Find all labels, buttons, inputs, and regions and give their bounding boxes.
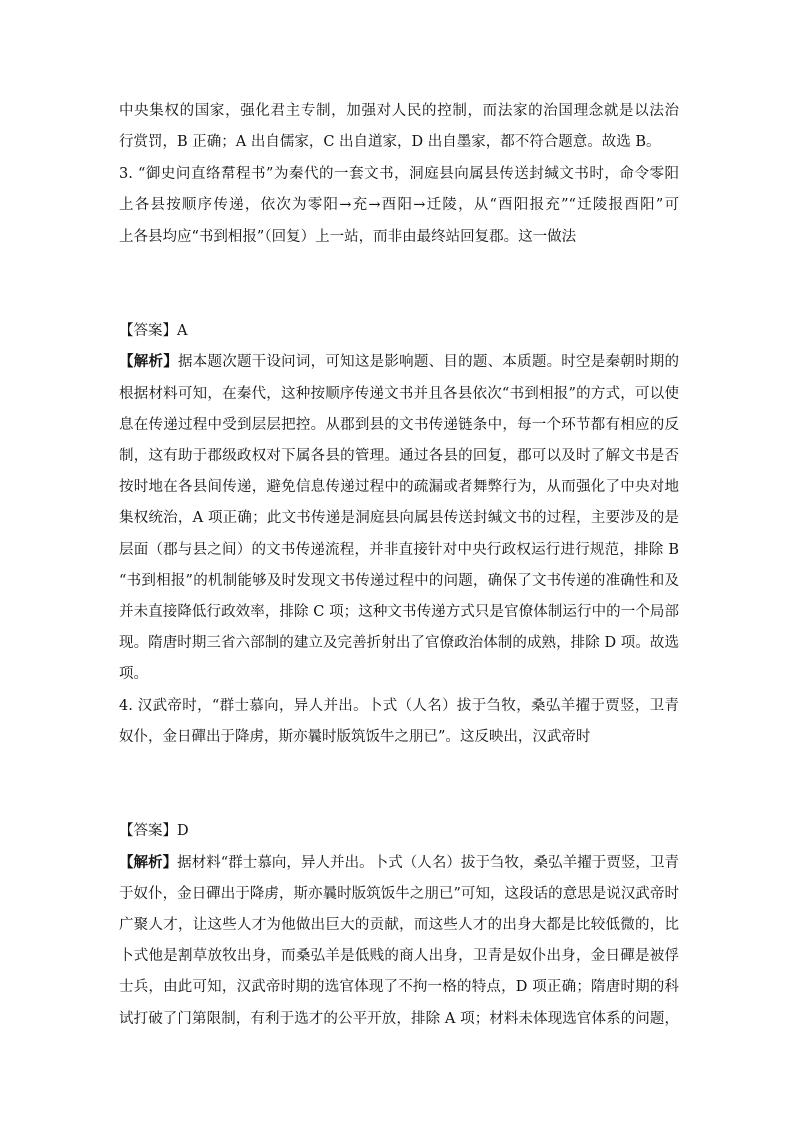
question-3-analysis-line: 【解析】据本题次题干设问词，可知这是影响题、目的题、本质题。时空是秦朝时期的 xyxy=(119,353,679,370)
question-3-analysis-line: 息在传递过程中受到层层把控。从郡到县的文书传递链条中，每一个环节都有相应的反 xyxy=(119,417,679,433)
question-4-analysis-line: 广聚人才，让这些人才为他做出巨大的贡献，而这些人才的出身大都是比较低微的，比 xyxy=(119,917,679,933)
question-4-answer: 【答案】D xyxy=(119,823,189,839)
question-3-analysis-line: “书到相报”的机制能够及时发现文书传递过程中的问题，确保了文书传递的准确性和及 xyxy=(119,573,679,589)
question-4-stem: 4. 汉武帝时，“群士慕向，异人并出。卜式（人名）拔于刍牧，桑弘羊擢于贾竖，卫青 xyxy=(119,698,679,714)
question-4-analysis-line: 【解析】据材料“群士慕向，异人并出。卜式（人名）拔于刍牧，桑弘羊擢于贾竖，卫青 xyxy=(119,854,679,871)
question-3-stem: 3. “御史问直络帬程书”为秦代的一套文书，洞庭县向属县传送封缄文书时，命令零阳 xyxy=(119,166,679,182)
question-3-analysis-line: 项。 xyxy=(119,666,148,682)
question-3-analysis-line: 集权统治，A 项正确；此文书传递是洞庭县向属县传送封缄文书的过程，主要涉及的是 xyxy=(119,510,679,526)
question-3-analysis-line: 制，这有助于郡级政权对下属各县的管理。通过各县的回复，郡可以及时了解文书是否 xyxy=(119,448,679,464)
question-3-analysis-line: 并未直接降低行政效率，排除 C 项；这种文书传递方式只是官僚体制运行中的一个局部 xyxy=(119,604,679,620)
question-4-analysis-line: 士兵，由此可知，汉武帝时期的选官体现了不拘一格的特点，D 项正确；隋唐时期的科 xyxy=(119,979,679,995)
question-3-stem: 上各县均应“书到相报”（回复）上一站，而非由最终站回复郡。这一做法 xyxy=(119,229,577,245)
question-4-analysis-line: 卜式他是割草放牧出身，而桑弘羊是低贱的商人出身，卫青是奴仆出身，金日磾是被俘 xyxy=(119,948,679,964)
question-3-analysis-line: 按时地在各县间传递，避免信息传递过程中的疏漏或者舞弊行为，从而强化了中央对地 xyxy=(119,479,679,495)
question-3-analysis-line: 层面（郡与县之间）的文书传递流程，并非直接针对中央行政权运行进行规范，排除 B xyxy=(119,542,679,558)
question-4-analysis-line: 试打破了门第限制，有利于选才的公平开放，排除 A 项；材料未体现选官体系的问题， xyxy=(119,1011,679,1027)
analysis-label: 【解析】 xyxy=(119,854,178,871)
text-line: 中央集权的国家，强化君主专制，加强对人民的控制，而法家的治国理念就是以法治 xyxy=(119,103,679,119)
analysis-label: 【解析】 xyxy=(119,353,178,370)
question-3-analysis-line: 现。隋唐时期三省六部制的建立及完善折射出了官僚政治体制的成熟，排除 D 项。故选 xyxy=(119,635,679,651)
question-3-stem: 上各县按顺序传递，依次为零阳→充→酉阳→迁陵，从“酉阳报充”“迁陵报酉阳”可 xyxy=(119,197,679,213)
question-4-stem: 奴仆，金日磾出于降虏，斯亦曩时版筑饭牛之朋已”。这反映出，汉武帝时 xyxy=(119,729,591,745)
text-line: 行赏罚，B 正确；A 出自儒家，C 出自道家，D 出自墨家，都不符合题意。故选 B。 xyxy=(119,134,661,150)
question-3-analysis-line: 根据材料可知，在秦代，这种按顺序传递文书并且各县依次“书到相报”的方式，可以使 xyxy=(119,386,679,402)
question-3-answer: 【答案】A xyxy=(119,323,188,339)
question-4-analysis-line: 于奴仆，金日磾出于降虏，斯亦曩时版筑饭牛之朋已”可知，这段话的意思是说汉武帝时 xyxy=(119,886,679,902)
